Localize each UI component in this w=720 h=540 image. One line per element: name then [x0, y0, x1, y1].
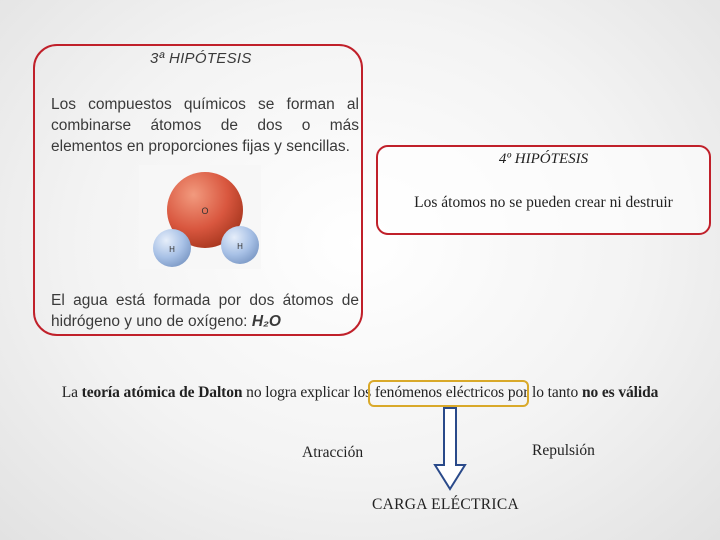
conclusion-text-3: por lo tanto [504, 384, 582, 401]
hydrogen-label-left: H [169, 245, 175, 254]
water-composition-text [51, 290, 359, 332]
electric-charge-label: CARGA ELÉCTRICA [372, 496, 520, 513]
conclusion-text-2: no logra explicar los [242, 384, 375, 401]
conclusion-text-1: La [61, 384, 82, 401]
phenomena-highlight-box [368, 380, 529, 407]
hypothesis-3-title: 3ª HIPÓTESIS [150, 50, 252, 67]
water-molecule-image [139, 165, 261, 269]
repulsion-label: Repulsión [532, 442, 595, 459]
hydrogen-label-right: H [237, 242, 243, 251]
conclusion-sentence [0, 384, 720, 402]
hypothesis-4-text: Los átomos no se pueden crear ni destruir [414, 194, 673, 211]
dalton-theory: teoría atómica de Dalton [81, 384, 243, 401]
electric-phenomena: fenómenos eléctricos [374, 384, 505, 401]
oxygen-label: O [201, 206, 209, 216]
hypothesis-4-title: 4º HIPÓTESIS [498, 151, 589, 167]
hypothesis-3-text: Los compuestos químicos se forman al combinarse átomos de dos o más elementos en proporciones fijas y sencillas. [51, 96, 359, 155]
attraction-label: Atracción [302, 444, 364, 461]
down-arrow-icon [433, 407, 467, 491]
not-valid: no es válida [581, 384, 659, 401]
water-formula: H₂O [251, 313, 281, 330]
water-text: El agua está formada por dos átomos de hidrógeno y uno de oxígeno: [51, 292, 359, 330]
